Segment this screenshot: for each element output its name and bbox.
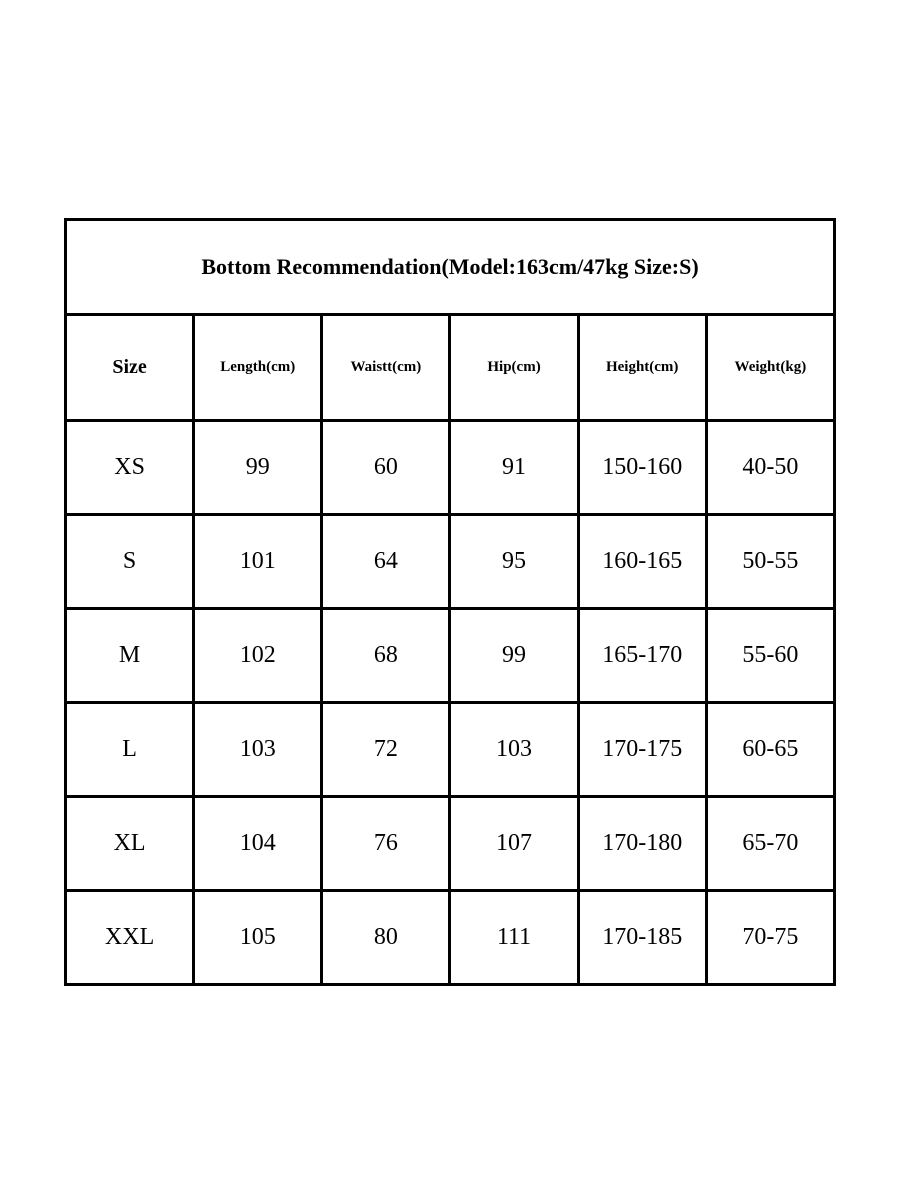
header-size: Size [66,315,194,421]
cell-weight: 65-70 [706,797,834,891]
table-row [66,797,835,891]
cell-hip: 111 [450,891,578,985]
header-row [66,315,835,421]
cell-length: 102 [194,609,322,703]
header-height: Height(cm) [578,315,706,421]
cell-hip: 107 [450,797,578,891]
title-row [66,220,835,315]
cell-size: XS [66,421,194,515]
cell-waist: 72 [322,703,450,797]
table-row [66,703,835,797]
cell-length: 104 [194,797,322,891]
header-weight: Weight(kg) [706,315,834,421]
cell-length: 101 [194,515,322,609]
cell-size: XXL [66,891,194,985]
cell-size: M [66,609,194,703]
cell-size: XL [66,797,194,891]
table-title: Bottom Recommendation(Model:163cm/47kg Size:S) [66,220,835,315]
cell-hip: 103 [450,703,578,797]
cell-height: 170-175 [578,703,706,797]
header-hip: Hip(cm) [450,315,578,421]
cell-length: 105 [194,891,322,985]
cell-weight: 40-50 [706,421,834,515]
header-waist: Waistt(cm) [322,315,450,421]
cell-length: 99 [194,421,322,515]
table-row [66,421,835,515]
table-row [66,891,835,985]
cell-weight: 50-55 [706,515,834,609]
cell-size: L [66,703,194,797]
cell-weight: 55-60 [706,609,834,703]
cell-height: 170-180 [578,797,706,891]
cell-length: 103 [194,703,322,797]
table-row [66,515,835,609]
cell-waist: 68 [322,609,450,703]
cell-size: S [66,515,194,609]
cell-waist: 80 [322,891,450,985]
cell-height: 160-165 [578,515,706,609]
cell-height: 150-160 [578,421,706,515]
cell-height: 170-185 [578,891,706,985]
cell-weight: 70-75 [706,891,834,985]
cell-hip: 91 [450,421,578,515]
cell-waist: 60 [322,421,450,515]
table-row [66,609,835,703]
size-chart-table [64,218,836,986]
cell-weight: 60-65 [706,703,834,797]
cell-waist: 76 [322,797,450,891]
header-length: Length(cm) [194,315,322,421]
cell-hip: 99 [450,609,578,703]
cell-waist: 64 [322,515,450,609]
cell-height: 165-170 [578,609,706,703]
cell-hip: 95 [450,515,578,609]
